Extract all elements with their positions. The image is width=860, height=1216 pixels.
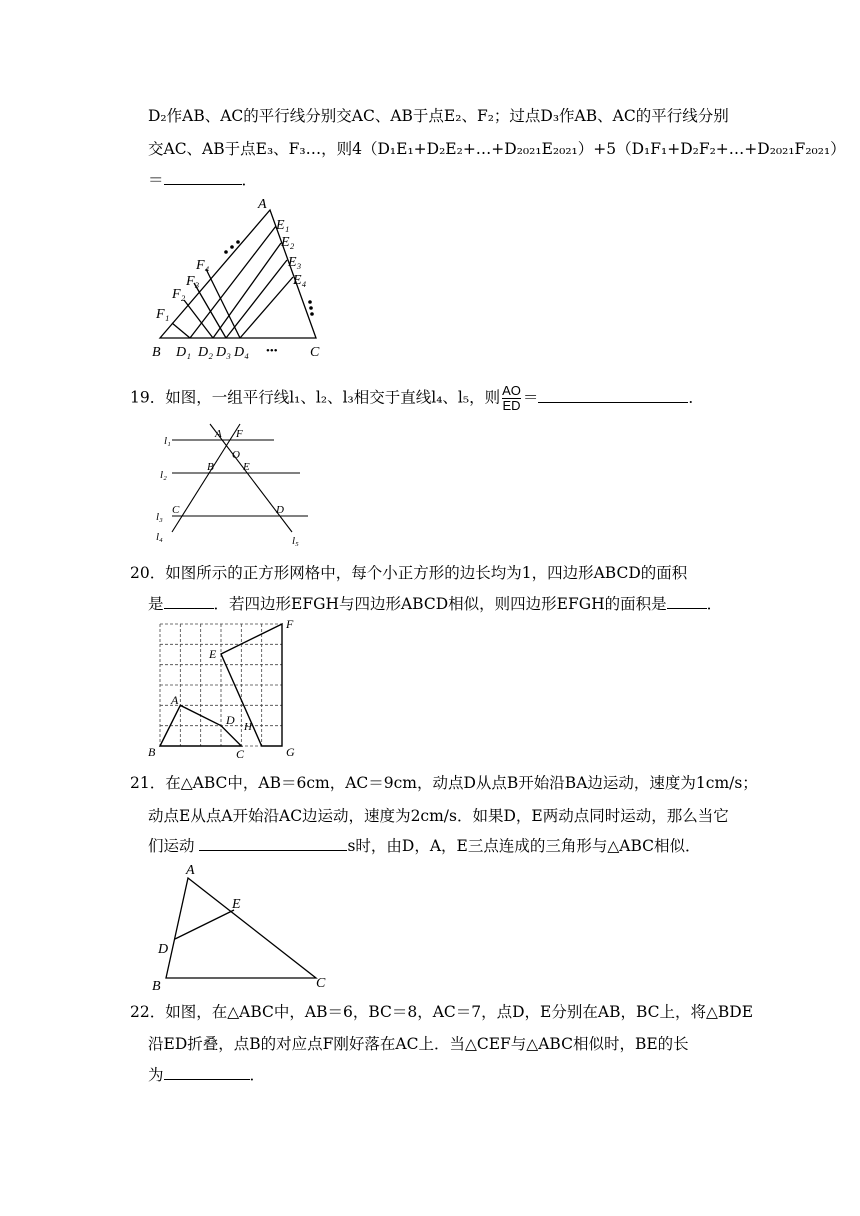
label-D1: D₁ <box>176 345 191 360</box>
label-E: E <box>232 897 241 912</box>
q22-line-2: 沿ED折叠，点B的对应点F刚好落在AC上．当△CEF与△ABC相似时，BE的长 <box>148 1035 689 1053</box>
label-ellipsis-bottom: ••• <box>266 345 278 357</box>
label-A: A <box>186 863 195 878</box>
label-l5: l₅ <box>292 535 299 546</box>
label-E1: E₁ <box>276 218 290 233</box>
label-A: A <box>258 197 267 212</box>
label-F4: F₄ <box>196 258 210 273</box>
label-E3: E₃ <box>288 255 302 270</box>
label-D: D <box>276 504 284 516</box>
label-C: C <box>172 504 180 516</box>
label-l4: l₄ <box>156 531 163 543</box>
q18-line-3: ＝ ． <box>148 171 258 189</box>
answer-blank[interactable] <box>538 388 688 403</box>
answer-blank[interactable] <box>164 170 242 185</box>
ellipsis-right-dots <box>308 300 314 316</box>
label-F: F <box>236 428 243 440</box>
fraction-AO-ED: $\frac{AO}{ED}$ <box>502 383 521 413</box>
q21-line-2: 动点E从点A开始沿AC边运动，速度为2cm/s．如果D，E两动点同时运动，那么当它 <box>148 807 729 825</box>
label-E: E <box>243 461 250 473</box>
label-F: F <box>286 618 294 631</box>
label-C: C <box>236 747 245 758</box>
q21-line-1: 21．在△ABC中，AB＝6cm，AC＝9cm，动点D从点B开始沿BA边运动，速度为1cm/s； <box>130 774 758 792</box>
label-D: D <box>158 942 169 957</box>
answer-blank[interactable] <box>199 836 347 851</box>
q18-line-1: D₂作AB、AC的平行线分别交AC、AB于点E₂、F₂；过点D₃作AB、AC的平行线分别 <box>148 107 729 125</box>
label-l2: l₂ <box>160 469 167 481</box>
q20-line-1: 20．如图所示的正方形网格中，每个小正方形的边长均为1，四边形ABCD的面积 <box>130 564 688 582</box>
q22-line-3: 为 ． <box>148 1066 266 1084</box>
q21-line-3: 们运动 s时，由D，A，E三点连成的三角形与△ABC相似． <box>148 837 701 855</box>
q20-line-2: 是 ．若四边形EFGH与四边形ABCD相似，则四边形EFGH的面积是 ． <box>148 595 723 613</box>
label-F3: F₃ <box>186 274 200 289</box>
label-A: A <box>171 693 179 707</box>
label-E2: E₂ <box>281 235 295 250</box>
answer-blank-area-efgh[interactable] <box>667 594 707 609</box>
label-E: E <box>209 647 217 661</box>
label-D4: D₄ <box>234 345 249 360</box>
q19-line: 19．如图，一组平行线l₁、l₂、l₃相交于直线l₄、l₅，则 $\frac{AO}{ED}$ ＝ ． <box>130 383 704 413</box>
figure-triangle-parallels <box>150 196 350 362</box>
label-G: G <box>286 745 295 758</box>
label-F2: F₂ <box>172 287 186 302</box>
label-D: D <box>226 713 235 727</box>
label-F1: F₁ <box>156 307 170 322</box>
figure-grid-quadrilaterals <box>146 618 306 758</box>
label-C: C <box>316 976 326 991</box>
label-D3: D₃ <box>216 345 231 360</box>
label-B: B <box>152 979 161 992</box>
label-A: A <box>215 428 222 440</box>
label-B: B <box>207 461 214 473</box>
label-H: H <box>244 721 252 733</box>
label-E4: E₄ <box>293 273 307 288</box>
label-B: B <box>152 345 161 360</box>
figure-triangle-moving-points <box>148 862 338 992</box>
answer-blank[interactable] <box>164 1065 250 1080</box>
label-C: C <box>310 345 320 360</box>
label-D2: D₂ <box>198 345 213 360</box>
q22-line-1: 22．如图，在△ABC中，AB＝6，BC＝8，AC＝7，点D，E分别在AB，BC上，将△BDE <box>130 1003 754 1021</box>
figure-parallel-lines <box>152 420 312 546</box>
answer-blank-area-abcd[interactable] <box>164 594 214 609</box>
label-l3: l₃ <box>156 511 163 523</box>
label-O: O <box>232 449 240 461</box>
label-l1: l₁ <box>164 435 171 447</box>
label-B: B <box>148 745 156 758</box>
q18-line-2: 交AC、AB于点E₃、F₃…，则4（D₁E₁+D₂E₂+…+D₂₀₂₁E₂₀₂₁）+5（D₁F₁+D₂F₂+…+D₂₀₂₁F₂₀₂₁） <box>148 140 846 158</box>
